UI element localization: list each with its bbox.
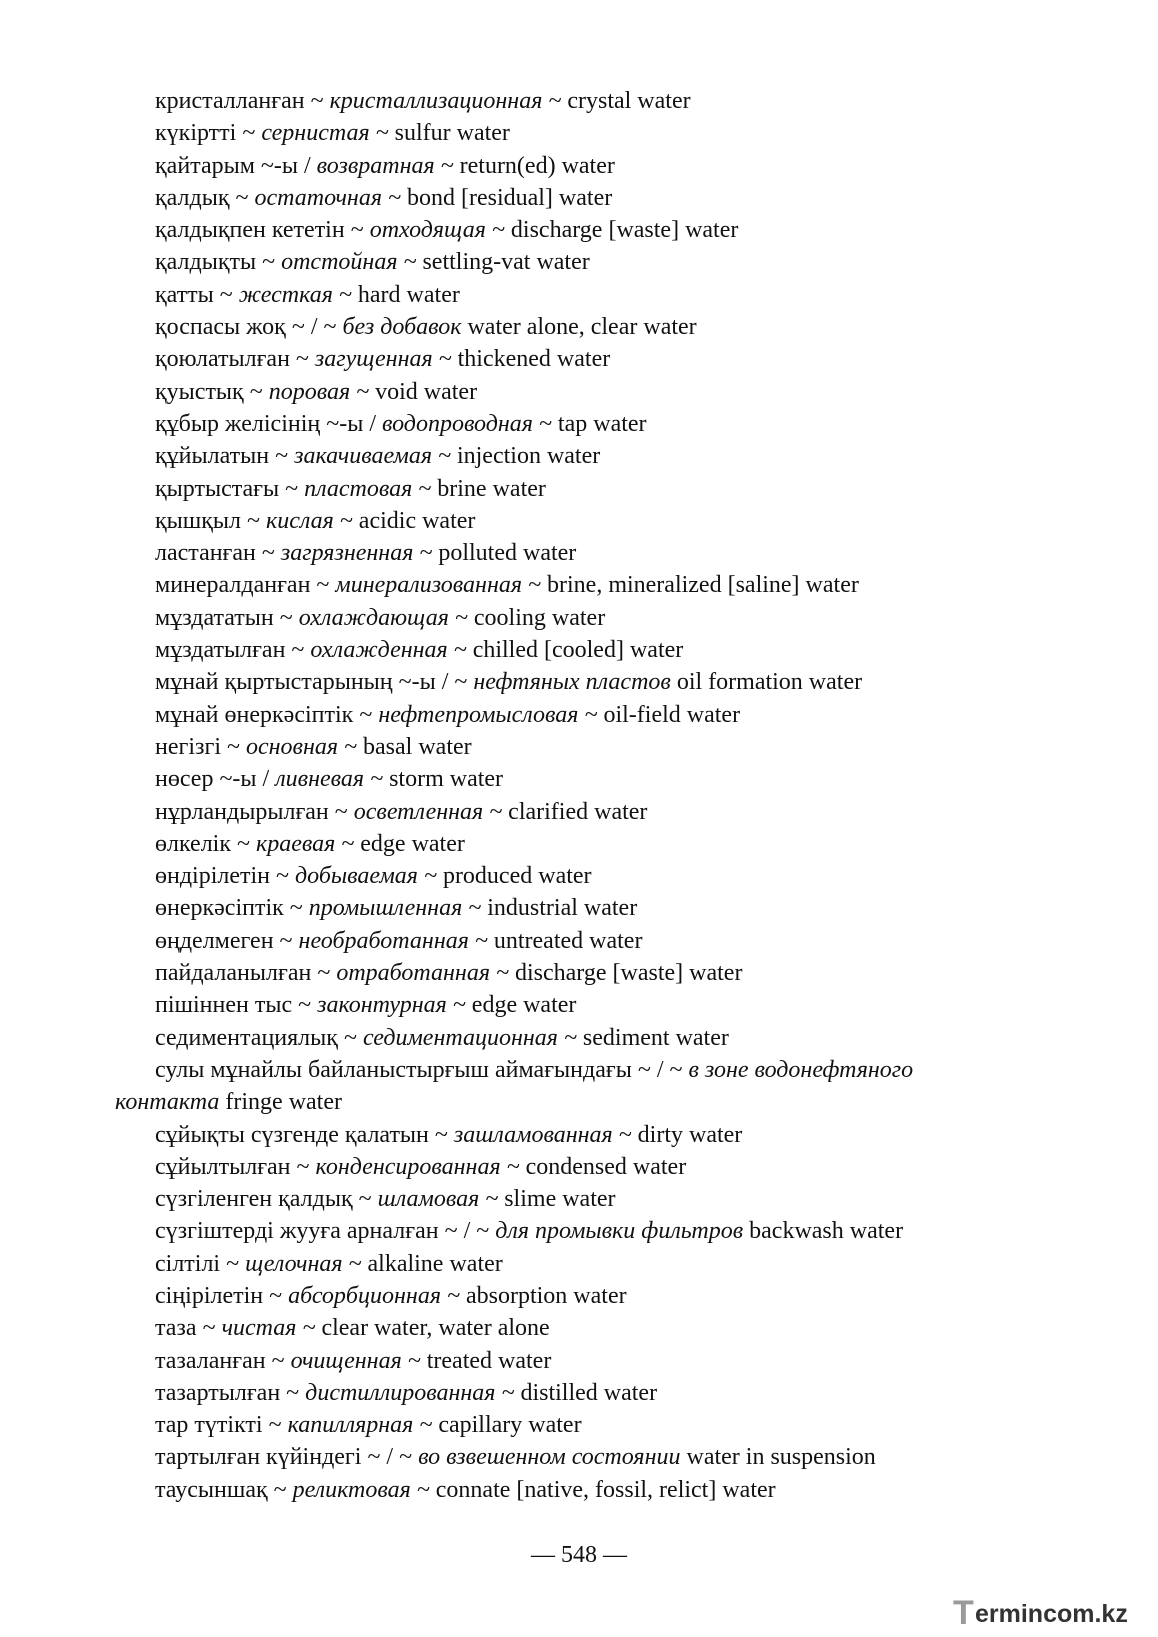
entry-english: acidic water [358, 507, 476, 534]
entry-kazakh: қоюлатылған ~ [155, 346, 309, 373]
entry-russian: закачиваемая ~ [294, 443, 451, 470]
glossary-entry [115, 1151, 1015, 1183]
entry-english: connate [native, fossil, relict] water [435, 1476, 776, 1503]
entry-russian: зашламованная ~ [453, 1121, 632, 1148]
glossary-entry [115, 569, 1015, 601]
glossary-entry [115, 408, 1015, 440]
entry-kazakh: қалдықпен кететін ~ [155, 217, 364, 244]
entry-russian: нефтяных пластов [473, 669, 671, 696]
entry-kazakh: минералданған ~ [155, 572, 330, 599]
glossary-entry [115, 1183, 1015, 1215]
glossary-entry [115, 666, 1015, 698]
entry-english: cooling water [473, 604, 606, 631]
glossary-entry [115, 1474, 1015, 1506]
entry-russian: без добавок [342, 314, 462, 341]
glossary-entry [115, 1377, 1015, 1409]
glossary-entries [115, 85, 1015, 1506]
entry-english: distilled water [520, 1379, 658, 1406]
glossary-entry [115, 699, 1015, 731]
glossary-entry [115, 1119, 1015, 1151]
entry-russian: капиллярная ~ [287, 1412, 433, 1439]
entry-english: condensed water [525, 1153, 687, 1180]
entry-kazakh: сұйықты сүзгенде қалатын ~ [155, 1121, 448, 1148]
entry-kazakh: тартылған күйіндегі ~ / ~ [155, 1444, 413, 1471]
entry-english: brine water [437, 475, 546, 502]
entry-kazakh: мұздатылған ~ [155, 637, 305, 664]
entry-english: clarified water [508, 798, 648, 825]
entry-kazakh: қуыстық ~ [155, 378, 263, 405]
entry-russian: отработанная ~ [336, 960, 509, 987]
glossary-entry [115, 1215, 1015, 1247]
glossary-entry [115, 150, 1015, 182]
entry-russian: чистая ~ [221, 1315, 316, 1342]
entry-english: alkaline water [367, 1250, 503, 1277]
entry-kazakh: қалдықты ~ [155, 249, 276, 276]
entry-russian: охлаждающая ~ [298, 604, 468, 631]
entry-kazakh: сұйылтылған ~ [155, 1153, 310, 1180]
glossary-entry [115, 1345, 1015, 1377]
entry-kazakh: таусыншақ ~ [155, 1476, 287, 1503]
glossary-entry [115, 828, 1015, 860]
entry-russian: кислая ~ [266, 507, 353, 534]
glossary-entry [115, 860, 1015, 892]
entry-kazakh: өндірілетін ~ [155, 863, 290, 890]
entry-english: untreated water [493, 927, 643, 954]
entry-kazakh: қыртыстағы ~ [155, 475, 299, 502]
entry-kazakh: құбыр желісінің ~-ы / [155, 410, 377, 437]
entry-english: sulfur water [394, 120, 510, 147]
entry-english: crystal water [567, 88, 691, 114]
entry-russian: краевая ~ [255, 830, 355, 857]
glossary-entry [115, 1409, 1015, 1441]
entry-russian: щелочная ~ [245, 1250, 362, 1277]
entry-kazakh: сулы мұнайлы байланыстырғыш аймағындағы ~ / ~ [155, 1056, 683, 1083]
glossary-entry [115, 279, 1015, 311]
entry-russian: реликтовая ~ [292, 1476, 430, 1503]
entry-russian: нефтепромысловая ~ [378, 701, 598, 728]
entry-english: discharge [waste] water [510, 217, 739, 244]
entry-english: return(ed) water [459, 152, 615, 179]
glossary-entry [115, 117, 1015, 149]
page-number: — 548 — [531, 1542, 627, 1568]
entry-kazakh: тазартылған ~ [155, 1379, 300, 1406]
entry-kazakh: қалдық ~ [155, 184, 249, 211]
entry-english: oil formation water [676, 669, 863, 696]
entry-english: settling-vat water [422, 249, 590, 276]
entry-english: bond [residual] water [406, 184, 613, 211]
entry-russian: отстойная ~ [281, 249, 417, 276]
glossary-entry [115, 602, 1015, 634]
entry-russian: во взвешенном состоянии [418, 1444, 681, 1471]
entry-english: edge water [471, 992, 577, 1019]
entry-russian: водопроводная ~ [382, 410, 552, 437]
entry-kazakh: тазаланған ~ [155, 1347, 285, 1374]
glossary-entry [115, 1280, 1015, 1312]
glossary-entry [115, 505, 1015, 537]
entry-russian: конденсированная ~ [315, 1153, 520, 1180]
glossary-entry [115, 763, 1015, 795]
entry-russian: загрязненная ~ [280, 540, 433, 567]
entry-english: dirty water [637, 1121, 743, 1148]
entry-russian: остаточная ~ [254, 184, 401, 211]
entry-english: fringe water [225, 1089, 342, 1116]
entry-russian: отходящая ~ [369, 217, 505, 244]
logo-text: ermincom.kz [975, 1600, 1128, 1628]
glossary-entry [115, 796, 1015, 828]
glossary-entry [115, 440, 1015, 472]
entry-kazakh: седиментациялық ~ [155, 1024, 357, 1051]
entry-english: water alone, clear water [467, 314, 697, 341]
entry-kazakh: өлкелік ~ [155, 830, 250, 857]
entry-english: sediment water [582, 1024, 729, 1051]
entry-russian: загущенная ~ [314, 346, 452, 373]
entry-kazakh: қышқыл ~ [155, 507, 261, 534]
entry-russian: охлажденная ~ [310, 637, 467, 664]
logo-first-letter: T [953, 1594, 974, 1632]
glossary-entry [115, 85, 1015, 117]
entry-kazakh: ластанған ~ [155, 540, 275, 567]
entry-russian: абсорбционная ~ [288, 1282, 460, 1309]
glossary-entry [115, 473, 1015, 505]
entry-russian: сернистая ~ [261, 120, 389, 147]
entry-kazakh: пайдаланылған ~ [155, 960, 331, 987]
entry-english: capillary water [438, 1412, 582, 1439]
glossary-entry [115, 537, 1015, 569]
entry-kazakh: құйылатын ~ [155, 443, 289, 470]
glossary-entry [115, 1248, 1015, 1280]
entry-russian: пластовая ~ [304, 475, 432, 502]
entry-russian: поровая ~ [268, 378, 370, 405]
entry-russian: минерализованная ~ [335, 572, 541, 599]
entry-russian: ливневая ~ [275, 766, 384, 793]
entry-russian: законтурная ~ [317, 992, 466, 1019]
entry-kazakh: нөсер ~-ы / [155, 766, 270, 793]
entry-english: slime water [504, 1186, 616, 1213]
entry-kazakh: сүзгіленген қалдық ~ [155, 1186, 372, 1213]
entry-russian: седиментационная ~ [362, 1024, 577, 1051]
glossary-entry [115, 214, 1015, 246]
entry-english: produced water [442, 863, 592, 890]
entry-english: tap water [557, 410, 647, 437]
entry-english: brine, mineralized [saline] water [547, 572, 859, 599]
entry-english: edge water [360, 830, 465, 857]
entry-russian: жесткая ~ [238, 281, 352, 308]
glossary-entry [115, 1312, 1015, 1344]
entry-russian: необработанная ~ [298, 927, 488, 954]
entry-english: thickened water [457, 346, 611, 373]
glossary-entry [115, 343, 1015, 375]
entry-russian: добываемая ~ [295, 863, 437, 890]
entry-kazakh: нұрландырылған ~ [155, 798, 348, 825]
entry-english: storm water [389, 766, 504, 793]
entry-russian: шламовая ~ [377, 1186, 499, 1213]
entry-russian: основная ~ [245, 733, 358, 760]
entry-english: clear water, water alone [321, 1315, 550, 1342]
entry-kazakh: негізгі ~ [155, 733, 240, 760]
glossary-entry [115, 1054, 1015, 1119]
entry-kazakh: мұнай қыртыстарының ~-ы / ~ [155, 669, 468, 696]
entry-english: discharge [waste] water [514, 960, 743, 987]
glossary-entry [115, 989, 1015, 1021]
entry-russian: очищенная ~ [290, 1347, 421, 1374]
entry-english: absorption water [465, 1282, 627, 1309]
entry-english: basal water [363, 733, 472, 760]
glossary-entry [115, 892, 1015, 924]
glossary-entry [115, 957, 1015, 989]
entry-english: void water [375, 378, 478, 405]
entry-english: hard water [357, 281, 460, 308]
entry-english: industrial water [487, 895, 638, 922]
entry-kazakh: қайтарым ~-ы / [155, 152, 311, 179]
entry-russian: в зоне водонефтяного контакта [115, 1056, 914, 1116]
entry-kazakh: пішіннен тыс ~ [155, 992, 312, 1019]
glossary-entry [115, 182, 1015, 214]
entry-english: backwash water [749, 1218, 904, 1245]
glossary-entry [115, 925, 1015, 957]
entry-kazakh: сүзгіштерді жууға арналған ~ / ~ [155, 1218, 490, 1245]
entry-kazakh: сілтілі ~ [155, 1250, 240, 1277]
glossary-entry [115, 246, 1015, 278]
glossary-entry [115, 634, 1015, 666]
entry-russian: дистиллированная ~ [305, 1379, 515, 1406]
termincom-logo [945, 1592, 1150, 1632]
entry-russian: осветленная ~ [353, 798, 503, 825]
entry-english: treated water [426, 1347, 552, 1374]
entry-english: chilled [cooled] water [472, 637, 684, 664]
entry-russian: для промывки фильтров [495, 1218, 744, 1245]
glossary-entry [115, 311, 1015, 343]
entry-kazakh: мұздататын ~ [155, 604, 293, 631]
glossary-entry [115, 1022, 1015, 1054]
entry-russian: промышленная ~ [308, 895, 482, 922]
entry-kazakh: күкіртті ~ [155, 120, 256, 147]
entry-kazakh: қатты ~ [155, 281, 233, 308]
entry-english: polluted water [438, 540, 577, 567]
entry-kazakh: таза ~ [155, 1315, 216, 1342]
entry-kazakh: мұнай өнеркәсіптік ~ [155, 701, 373, 728]
entry-russian: кристаллизационная ~ [329, 88, 562, 114]
glossary-entry [115, 376, 1015, 408]
entry-russian: возвратная ~ [316, 152, 454, 179]
entry-kazakh: тар түтікті ~ [155, 1412, 282, 1439]
entry-kazakh: өнеркәсіптік ~ [155, 895, 303, 922]
entry-kazakh: сіңірілетін ~ [155, 1282, 283, 1309]
entry-english: water in suspension [686, 1444, 876, 1471]
glossary-entry [115, 731, 1015, 763]
entry-kazakh: кристалланған ~ [155, 88, 324, 114]
glossary-entry [115, 1441, 1015, 1473]
entry-kazakh: қоспасы жоқ ~ / ~ [155, 314, 337, 341]
entry-english: oil-field water [603, 701, 741, 728]
entry-english: injection water [456, 443, 601, 470]
entry-kazakh: өңделмеген ~ [155, 927, 293, 954]
